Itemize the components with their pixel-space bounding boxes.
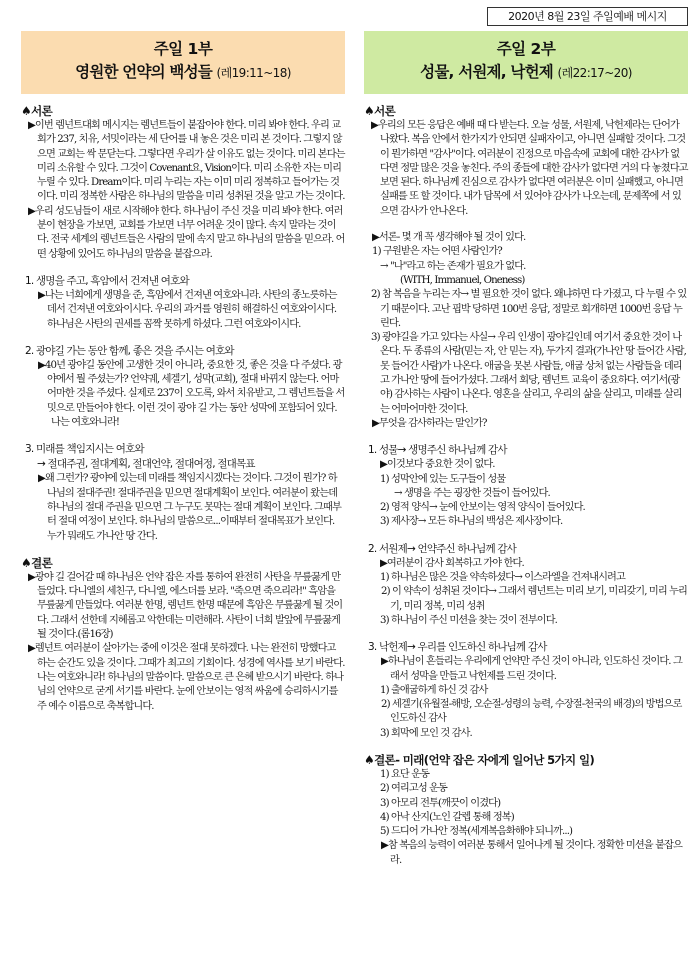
date-header: 2020년 8월 23일 주일예배 메시지: [487, 7, 688, 26]
right-sermon-title-line: [364, 60, 688, 85]
list-item: ▶무엇을 감사하라는 말인가?: [372, 417, 487, 429]
list-item: 2) 세겔기(유월절-해방, 오순절-성령의 능력, 수장절-천국의 배경)의 방법으로 인도하신 감사: [381, 699, 682, 725]
section-title: 1. 성물→ 생명주신 하나님께 감사: [368, 444, 507, 457]
list-item: → "나"라고 하는 존재가 필요가 없다.: [380, 260, 526, 272]
right-body: [364, 104, 688, 868]
paragraph: ▶40년 광야길 동안에 고생한 것이 아니라, 중요한 것, 좋은 것을 다 주셨다. 광야에서 뭘 주셨는가? 언약궤, 세겔기, 성막(교회), 절대 바뀌지 않는다. 어마어마한 것을 주셨다. 실제로 237이 오도록, 와서 치유받고, 그 렘넌트들을 서밋으로 만들어야 한다. 이런 것이 광야 길 가는 동안 성막에 포함되어 있다.: [38, 359, 345, 414]
list-item: 2) 여리고성 운동: [380, 783, 447, 795]
right-sermon-title: 성물, 서원제, 낙헌제: [420, 63, 553, 81]
paragraph: ▶이번 렘넌트대회 메시지는 렘넌트들이 붙잡아야 한다. 미리 봐야 한다. 우리 교회가 237, 치유, 서밋이라는 세 단어를 내 놓은 것은 미리 본 것이다. 그렇지 않으면 교회는 싹 문닫는다. 그렇다면 우리가 살 이유도 없는 것이다. 미리 본다는 미리 소유할 수 있다. 그것이 Covenant요, Vision이다. 미리 소유한 자는 미리 누릴 수 있다. Dream이다. 미리 누리는 자는 이미 미리 정복하고 들어가는 것이다. 미리 정복한 사람은 하나님의 말씀을 미리 성취된 것을 알고 가는 것이다.: [28, 120, 345, 203]
right-service-label: 주일 2부: [496, 40, 556, 58]
spade-icon: ♠: [364, 104, 375, 118]
left-body: [21, 104, 345, 714]
list-item: ▶참 복음의 능력이 여러분 통해서 일어나게 될 것이다. 정확한 미션을 붙잡으라.: [381, 840, 682, 866]
list-item: 1) 출애굽하게 하신 것 감사: [380, 684, 488, 696]
paragraph: ▶광야 길 걸어갈 때 하나님은 언약 잡은 자를 통하여 완전히 사탄을 무릎꿇게 만들었다. 다니엘의 세친구, 다니엘, 에스더를 보라. "죽으면 죽으리라!" 흑암을 무릎꿇게 만들었다. 여러분 한명, 렘넌트 한명 때문에 흑암은 무릎꿇게 될 것이다. 그래서 선한데 지혜롭고 악한데는 미련해라. 사탄이 너희 발앞에 무릎꿇게 될 것이다.(롬16장): [28, 571, 343, 641]
list-item: 1) 구원받은 자는 어떤 사람인가?: [372, 246, 502, 258]
list-item: 3) 광야길을 가고 있다는 사실→ 우리 인생이 광야길인데 여기서 중요한 것이 나온다. 두 종류의 사람(믿는 자, 안 믿는 자), 두가지 결과(가나안 땅 들어간 사람, 못 들어간 사람)가 나온다. 애굽을 못본 사람들, 애굽 상처 없는 사람들을 데리고 가나안 땅에 들어가셨다. 그래서 회당, 렘넌트 교육이 중요하다. 여기서(광야) 감사하는 사람이 나온다. 영혼을 살리고, 우리의 삶을 살리고, 미래를 살리는 어마어마한 것이다.: [371, 332, 686, 415]
list-item: 3) 아모리 전투(깨끗이 이겼다): [380, 797, 501, 809]
list-item: 2) 참 복음을 누리는 자→ 별 필요한 것이 없다. 왜냐하면 다 가졌고, 다 누릴 수 있기 때문이다. 고난 핍박 당하면 100번 응답, 정말로 회개하면 1000번 응답 누린다.: [371, 289, 687, 329]
list-item: 4) 아낙 산지(노인 갈렙 통해 정복): [380, 811, 514, 823]
list-item: 3) 제사장→ 모든 하나님의 백성은 제사장이다.: [380, 516, 563, 528]
paragraph: ▶나는 너희에게 생명을 준, 흑암에서 건져낸 여호와니라. 사탄의 종노릇하는데서 건져낸 여호와이시다. 우리의 과거를 영원히 해결하신 여호와이시다. 하나님은 사탄의 권세를 꼼짝 못하게 하셨다. 그런 여호와이시다.: [38, 289, 337, 330]
section-title: 2. 광야길 가는 동안 함께, 좋은 것을 주시는 여호와: [25, 344, 234, 357]
left-sermon-title: 영원한 언약의 백성들: [75, 63, 212, 81]
spade-icon: ♠: [21, 104, 32, 118]
intro2-title: ▶서론- 몇 개 꼭 생각해야 될 것이 있다.: [372, 232, 526, 244]
left-title-banner: [21, 31, 345, 94]
left-service-label: 주일 1부: [153, 40, 213, 58]
left-scripture-ref: (레19:11~18): [216, 66, 291, 80]
left-sermon-title-line: [21, 60, 345, 85]
list-item: 1) 성막안에 있는 도구들이 성물: [380, 473, 506, 485]
spade-icon: ♠: [21, 555, 32, 570]
list-item: 3) 하나님이 주신 미션을 찾는 것이 전부이다.: [380, 614, 558, 626]
list-item: 2) 이 약속이 성취된 것이다→ 그래서 렘넌트는 미리 보기, 미리갖기, 미리 누리기, 미리 정복, 미리 성취: [381, 586, 687, 612]
paragraph: ▶왜 그런가? 광야에 있는데 미래를 책임지시겠다는 것이다. 그것이 뭔가? 하나님의 절대주권! 절대주권을 믿으면 절대계획이 보인다. 여러분이 왔는데 하나님의 절대 주권을 믿으면 그 누구도 못막는 절대 계획이 보인다. 그때부터 절대 여정이 보인다. 하나님의 말씀으로...이때부터 절대목표가 보인다. 누가 뭐래도 가나안 땅 간다.: [38, 473, 341, 542]
list-item: 1) 하나님은 많은 것을 약속하셨다→ 이스라엘을 건져내시려고: [380, 572, 625, 584]
list-item: → 생명을 주는 굉장한 것들이 들어있다.: [394, 487, 550, 499]
list-item: ▶이것보다 중요한 것이 없다.: [380, 459, 495, 471]
list-item: 3) 회막에 모인 것 감사.: [380, 727, 472, 739]
list-item: ▶여러분이 감사 회복하고 가야 한다.: [380, 557, 524, 569]
section-title: 1. 생명을 주고, 흑암에서 건져낸 여호와: [25, 274, 189, 287]
right-scripture-ref: (레22:17~20): [557, 66, 632, 80]
paragraph: ▶우리의 모든 응답은 예배 때 다 받는다. 오늘 성물, 서원제, 낙헌제라는 단어가 나왔다. 복음 안에서 한가지가 안되면 실패자이고, 아니면 실패할 것이다. 그것이 뭔가하면 "감사"이다. 여러분이 진정으로 마음속에 교회에 대한 감사가 없다면 정말 많은 것을 놓친다. 주의 종들에 대한 감사가 없다면 거의 다 놓쳤다고 보면 된다. 하나님께 진심으로 감사가 없다면 여러분은 이미 실패했고, 아니면 실패를 또 할 것이다. 내가 담목에 서 있어야 감사가 나오는데, 문제쪽에 서 있으면 감사가 안나온다.: [371, 120, 688, 217]
section-subtitle: → 절대주권, 절대계획, 절대언약, 절대여정, 절대목표: [37, 458, 255, 471]
paragraph: ▶우리 성도님들이 새로 시작해야 한다. 하나님이 주신 것을 미리 봐야 한다. 여러분이 현장을 가보면, 교회를 가보면 너무 어려운 것이 많다. 속지 말라는 것이다. 전국 세계의 렘넌트들은 사람의 말에 속지 말고 하나님의 말씀을 믿으라. 어떤 상황에 있어도 하나님의 말씀을 붙잡으라.: [28, 205, 345, 260]
list-item: 5) 드디어 가나안 정복(세계복음화해야 되니까...): [380, 826, 573, 838]
section-title: 3. 미래를 책임지시는 여호와: [25, 443, 144, 456]
closing-line: 나는 여호와니라!: [51, 417, 120, 429]
section-title: 2. 서원제→ 언약주신 하나님께 감사: [368, 542, 517, 555]
list-item: 1) 요단 운동: [380, 768, 430, 780]
section-title: 3. 낙헌제→ 우리를 인도하신 하나님께 감사: [368, 641, 547, 654]
spade-icon: ♠: [364, 752, 375, 767]
list-item: ▶하나님이 흔들리는 우리에게 언약만 주신 것이 아니라, 인도하신 것이다. 그래서 성막을 만들고 낙헌제를 드린 것이다.: [381, 656, 682, 682]
right-intro-heading: ♠서론: [364, 104, 396, 118]
left-column: [21, 31, 345, 714]
left-conclusion-heading: ♠결론: [21, 555, 53, 570]
right-title-banner: [364, 31, 688, 94]
list-item: 2) 영적 양식→ 눈에 안보이는 영적 양식이 들어있다.: [380, 502, 585, 514]
left-intro-heading: ♠서론: [21, 104, 53, 118]
right-conclusion-heading: ♠결론- 미래(언약 잡은 자에게 일어난 5가지 일): [364, 752, 595, 767]
list-item: (WITH, Immanuel, Oneness): [400, 274, 525, 286]
paragraph: ▶렘넌트 여러분이 살아가는 중에 이것은 절대 못하겠다. 나는 완전히 망했다고 하는 순간도 있을 것이다. 그때가 최고의 기회이다. 성경에 역사를 보기 바란다. 나는 여호와니라! 하나님의 말씀이다. 말씀으로 큰 은혜 받으시기 바란다. 하나님의 언약으로 굳게 서기를 바란다. 눈에 안보이는 영적 싸움에 승리하시기를 주 예수 이름으로 축복합니다.: [28, 643, 345, 712]
right-column: [364, 31, 688, 868]
